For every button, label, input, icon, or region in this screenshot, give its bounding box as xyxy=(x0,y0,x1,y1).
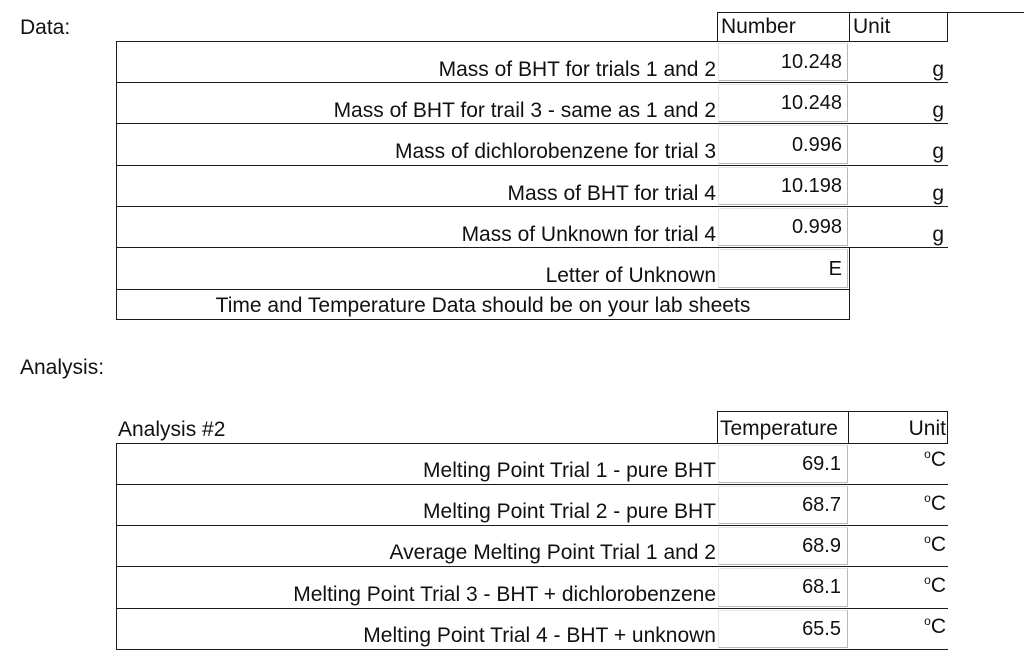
row-divider xyxy=(116,165,948,166)
analysis-row-label: Average Melting Point Trial 1 and 2 xyxy=(389,541,716,564)
header-divider xyxy=(849,12,850,42)
analysis-row-unit xyxy=(924,447,946,472)
analysis-row-unit xyxy=(924,614,946,639)
header-left-border xyxy=(717,12,718,42)
data-row-label: Mass of dichlorobenzene for trial 3 xyxy=(395,140,716,163)
unit-celsius: C xyxy=(930,492,946,515)
analysis-section-title: Analysis: xyxy=(20,356,105,379)
analysis-row-divider xyxy=(116,484,948,485)
table-top-border xyxy=(116,41,948,42)
analysis-row-label: Melting Point Trial 3 - BHT + dichlorobenzene xyxy=(293,583,716,606)
analysis-row-divider xyxy=(116,608,948,609)
analysis-row-divider xyxy=(116,649,948,650)
data-row-label: Mass of BHT for trials 1 and 2 xyxy=(438,58,716,81)
analysis-header-right-border xyxy=(947,411,948,444)
analysis-table-top-border xyxy=(116,443,948,444)
data-row-unit: g xyxy=(932,140,944,163)
row-divider xyxy=(116,289,850,290)
degree-symbol: o xyxy=(924,573,931,587)
analysis-row-temperature: 65.5 xyxy=(802,618,841,640)
header-top-border xyxy=(718,12,1024,13)
data-row-label: Mass of BHT for trail 3 - same as 1 and 2 xyxy=(333,99,716,122)
degree-symbol: o xyxy=(924,491,931,505)
degree-symbol: o xyxy=(924,614,931,628)
data-row-number: E xyxy=(828,258,842,280)
unit-celsius: C xyxy=(930,615,946,638)
degree-symbol: o xyxy=(924,447,931,461)
row-divider xyxy=(116,123,948,124)
analysis-row-divider xyxy=(116,525,948,526)
data-row-unit: g xyxy=(932,58,944,81)
analysis-row-temperature: 68.9 xyxy=(802,535,841,557)
analysis-row-divider xyxy=(116,566,948,567)
data-section-title: Data: xyxy=(20,16,71,39)
analysis-row-unit xyxy=(924,532,946,557)
analysis-row-unit xyxy=(924,491,946,516)
degree-symbol: o xyxy=(924,532,931,546)
data-row-number: 0.998 xyxy=(791,216,842,238)
analysis-row-label: Melting Point Trial 2 - pure BHT xyxy=(423,500,716,523)
data-row-number: 0.996 xyxy=(791,134,842,156)
data-row-unit: g xyxy=(932,182,944,205)
data-row-number: 10.198 xyxy=(780,175,842,197)
unit-celsius: C xyxy=(930,574,946,597)
unit-celsius: C xyxy=(930,533,946,556)
temperature-column-header: Temperature xyxy=(720,417,838,440)
data-row-number: 10.248 xyxy=(780,51,842,73)
analysis-row-temperature: 68.7 xyxy=(802,494,841,516)
analysis-unit-column-header: Unit xyxy=(908,417,946,440)
row-divider xyxy=(116,82,948,83)
analysis-row-label: Melting Point Trial 4 - BHT + unknown xyxy=(363,624,716,647)
analysis-row-temperature: 68.1 xyxy=(802,576,841,598)
data-row-number: 10.248 xyxy=(780,92,842,114)
analysis-subtitle: Analysis #2 xyxy=(118,418,226,441)
number-column-header: Number xyxy=(721,15,796,38)
analysis-header-top-border xyxy=(717,411,948,412)
table-bottom-border xyxy=(116,319,850,320)
data-row-unit: g xyxy=(932,223,944,246)
data-note: Time and Temperature Data should be on your lab sheets xyxy=(215,294,751,317)
unit-celsius: C xyxy=(930,448,946,471)
data-row-label: Mass of Unknown for trial 4 xyxy=(461,223,716,246)
analysis-header-left-border xyxy=(717,411,718,444)
unit-column-header: Unit xyxy=(853,15,891,38)
header-right-border xyxy=(947,12,948,42)
row-divider xyxy=(116,247,948,248)
data-row-unit: g xyxy=(932,99,944,122)
row-divider xyxy=(116,206,948,207)
data-row-label: Letter of Unknown xyxy=(545,264,716,287)
analysis-row-label: Melting Point Trial 1 - pure BHT xyxy=(423,459,716,482)
analysis-header-divider xyxy=(848,411,849,444)
data-row-label: Mass of BHT for trial 4 xyxy=(507,182,716,205)
analysis-table-left-border xyxy=(116,443,117,650)
analysis-row-temperature: 69.1 xyxy=(802,453,841,475)
analysis-row-unit xyxy=(924,573,946,598)
